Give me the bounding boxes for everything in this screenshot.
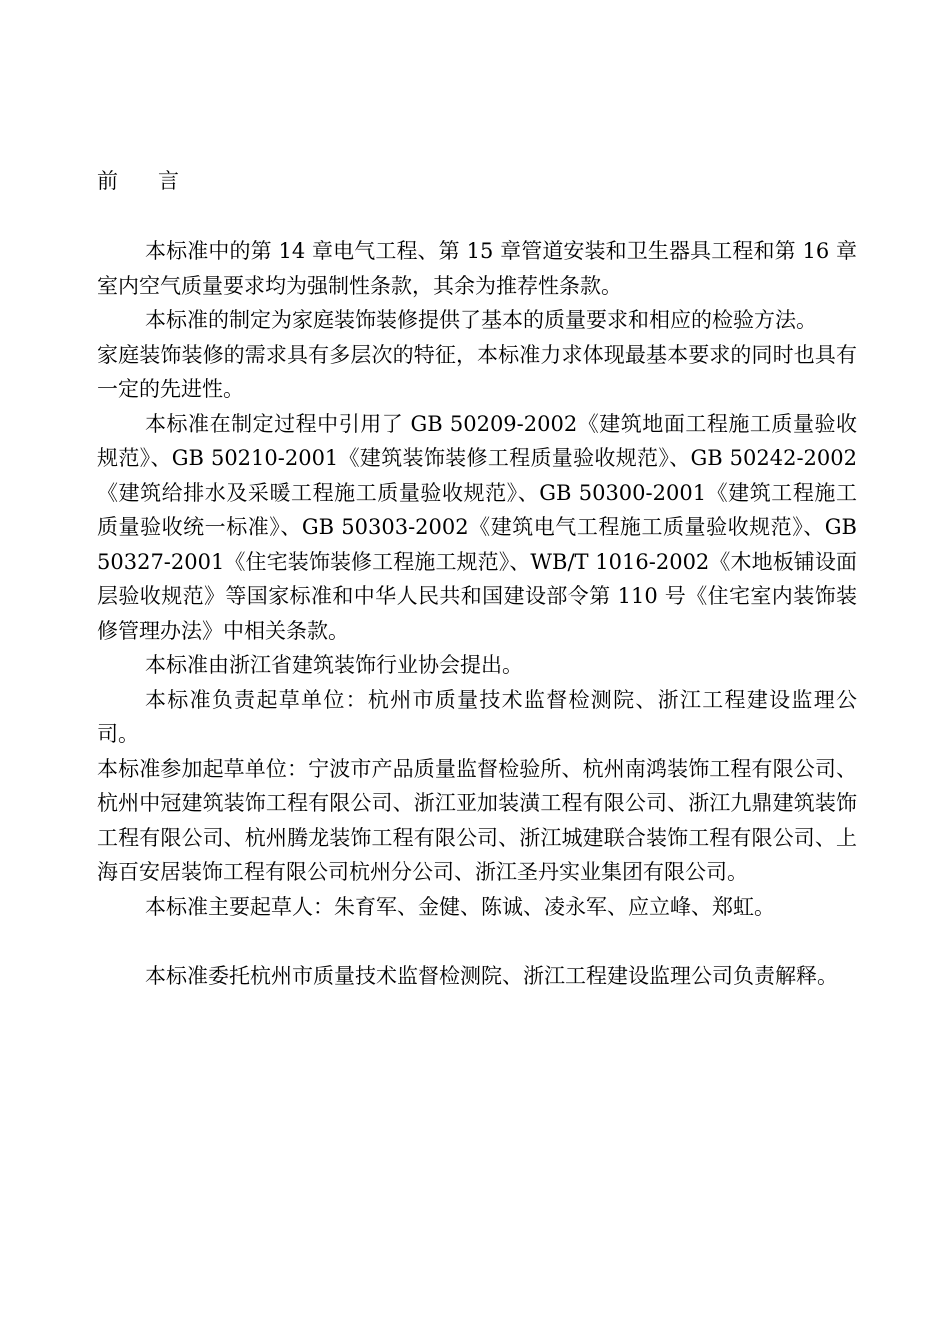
- page-heading: 前 言: [97, 169, 180, 193]
- paragraph-spacer: [97, 924, 857, 959]
- paragraph-lead-drafters: 本标准负责起草单位：杭州市质量技术监督检测院、浙江工程建设监理公司。: [97, 687, 857, 746]
- paragraph-interpretation: 本标准委托杭州市质量技术监督检测院、浙江工程建设监理公司负责解释。: [145, 963, 838, 988]
- paragraph-participating-drafters: 本标准参加起草单位：宁波市产品质量监督检验所、杭州南鸿装饰工程有限公司、杭州中冠建筑装饰工程有限公司、浙江亚加装潢工程有限公司、浙江九鼎建筑装饰工程有限公司、杭州腾龙装饰工程有限公司、浙江城建联合装饰工程有限公司、上海百安居装饰工程有限公司杭州分公司、浙江圣丹实业集团有限公司。: [97, 756, 857, 884]
- document-body: [97, 234, 857, 993]
- paragraph-purpose: 本标准的制定为家庭装饰装修提供了基本的质量要求和相应的检验方法。: [145, 308, 817, 332]
- paragraph-references: 本标准在制定过程中引用了 GB 50209-2002《建筑地面工程施工质量验收规范》、GB 50210-2001《建筑装饰装修工程质量验收规范》、GB 50242-2002《建筑给排水及采暖工程施工质量验收规范》、GB 50300-2001《建筑工程施工质量验收统一标准》、GB 50303-2002《建筑电气工程施工质量验收规范》、GB 50327-2001《住宅装饰装修工程施工规范》、WB/T 1016-2002《木地板铺设面层验收规范》等国家标准和中华人民共和国建设部令第 110 号《住宅室内装饰装修管理办法》中相关条款。: [97, 411, 857, 643]
- paragraph-mandatory-clauses: 本标准中的第 14 章电气工程、第 15 章管道安装和卫生器具工程和第 16 章室内空气质量要求均为强制性条款，其余为推荐性条款。: [97, 239, 857, 298]
- paragraph-requirements: 家庭装饰装修的需求具有多层次的特征，本标准力求体现最基本要求的同时也具有一定的先进性。: [97, 342, 857, 401]
- paragraph-main-drafters: 本标准主要起草人：朱育军、金健、陈诚、凌永军、应立峰、郑虹。: [145, 894, 775, 919]
- paragraph-proposer: 本标准由浙江省建筑装饰行业协会提出。: [145, 653, 523, 677]
